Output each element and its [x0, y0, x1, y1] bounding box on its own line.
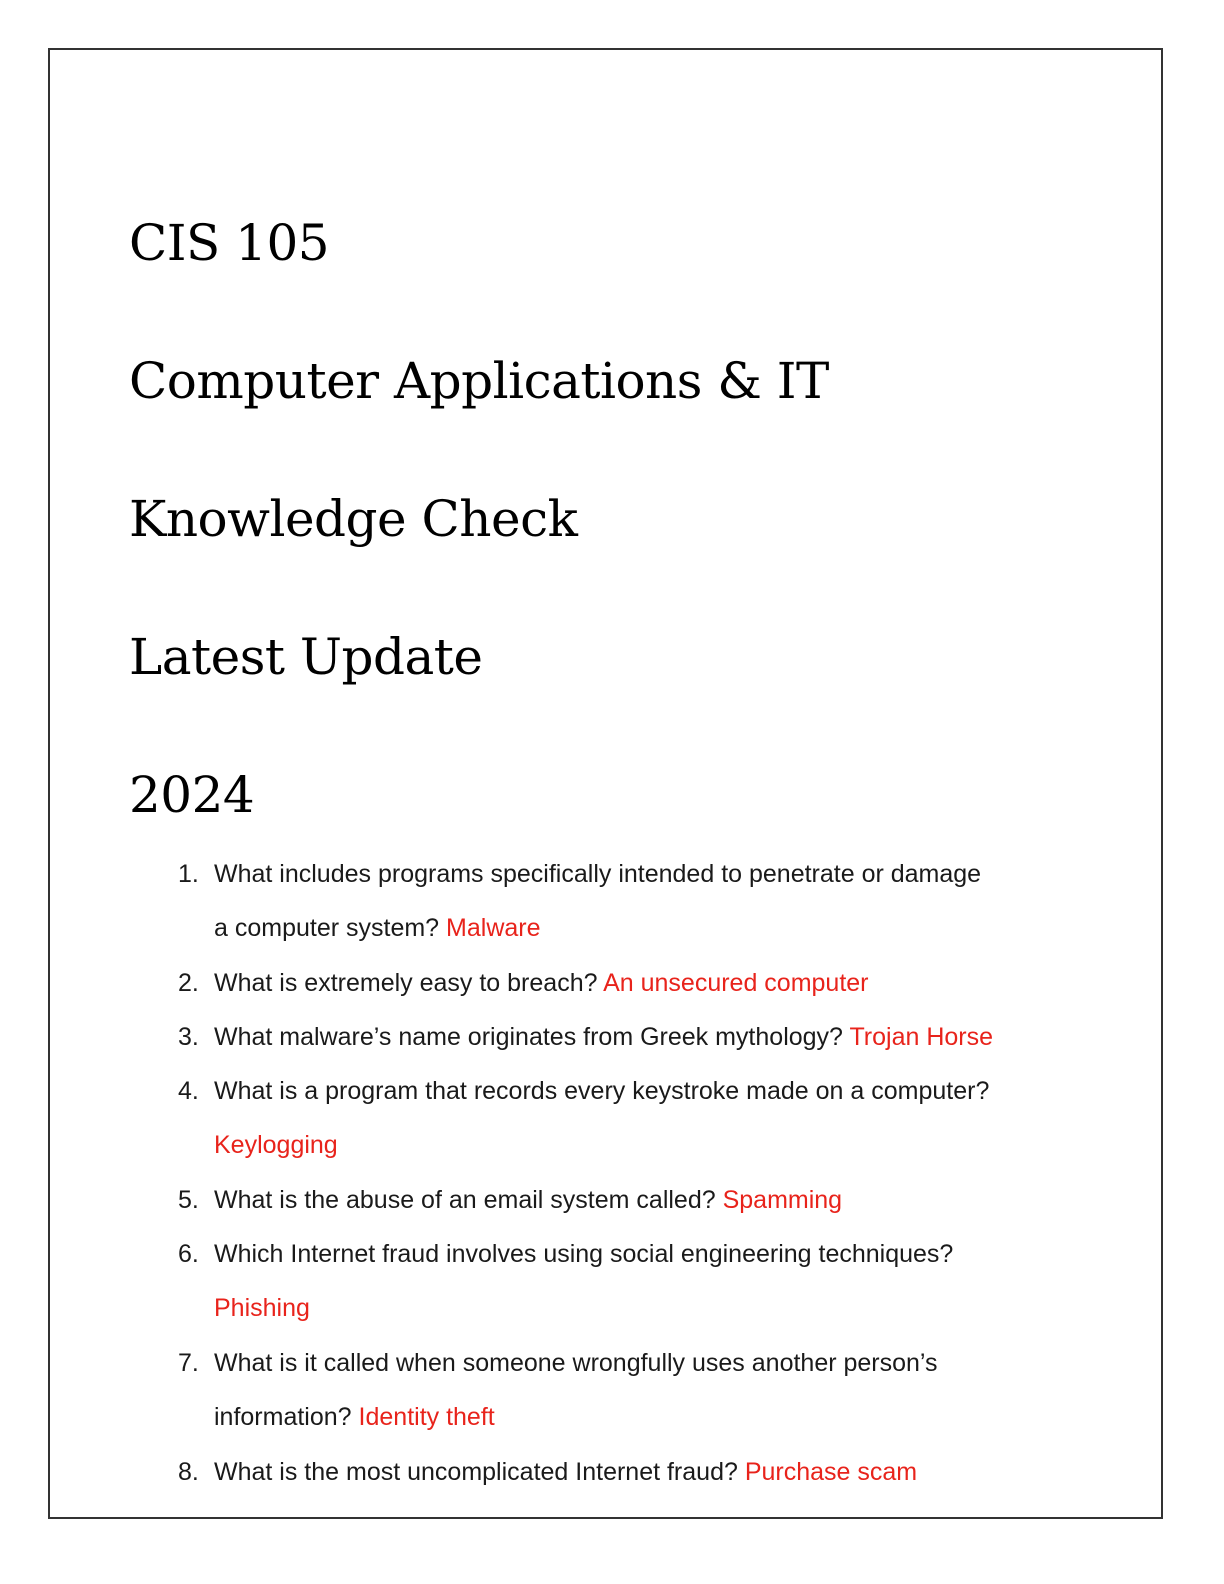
answer-text: Identity theft: [358, 1403, 495, 1431]
question-text-part: information?: [214, 1403, 352, 1431]
course-code: CIS 105: [129, 214, 330, 272]
question-text: What malware’s name originates from Greek mythology?: [214, 1023, 843, 1051]
question-number: 4.: [178, 1077, 199, 1105]
answer-text: Trojan Horse: [849, 1023, 994, 1051]
question-line: [214, 1460, 917, 1485]
course-name: Computer Applications & IT: [129, 352, 829, 410]
question-text-part: a computer system?: [214, 914, 440, 942]
answer-text: Phishing: [214, 1294, 310, 1322]
question-line: [214, 971, 869, 996]
answer-text: Spamming: [722, 1186, 843, 1214]
answer-text: Malware: [446, 914, 541, 942]
question-line: [214, 1188, 842, 1213]
question-number: 7.: [178, 1349, 199, 1377]
question-number: 6.: [178, 1240, 199, 1268]
question-text: What is extremely easy to breach?: [214, 969, 598, 997]
question-number: 2.: [178, 969, 199, 997]
question-number: 3.: [178, 1023, 199, 1051]
question-text: Which Internet fraud involves using social engineering techniques?: [214, 1240, 954, 1268]
question-number: 5.: [178, 1186, 199, 1214]
question-text: What includes programs specifically intended to penetrate or damage: [214, 860, 982, 888]
question-text: What is the most uncomplicated Internet fraud?: [214, 1458, 738, 1486]
update-label: Latest Update: [129, 628, 483, 686]
question-text: What is it called when someone wrongfully uses another person’s: [214, 1349, 938, 1377]
question-number: 1.: [178, 860, 199, 888]
answer-text: An unsecured computer: [603, 969, 869, 997]
question-text: What is a program that records every keystroke made on a computer?: [214, 1077, 990, 1105]
question-text-continued: [214, 1405, 495, 1430]
question-line: [214, 1025, 993, 1050]
question-text: What is the abuse of an email system called?: [214, 1186, 716, 1214]
answer-text: Purchase scam: [744, 1458, 918, 1486]
answer-text: Keylogging: [214, 1131, 338, 1159]
question-text-continued: [214, 916, 541, 941]
year-label: 2024: [129, 766, 255, 824]
document-type: Knowledge Check: [129, 490, 578, 548]
question-number: 8.: [178, 1458, 199, 1486]
